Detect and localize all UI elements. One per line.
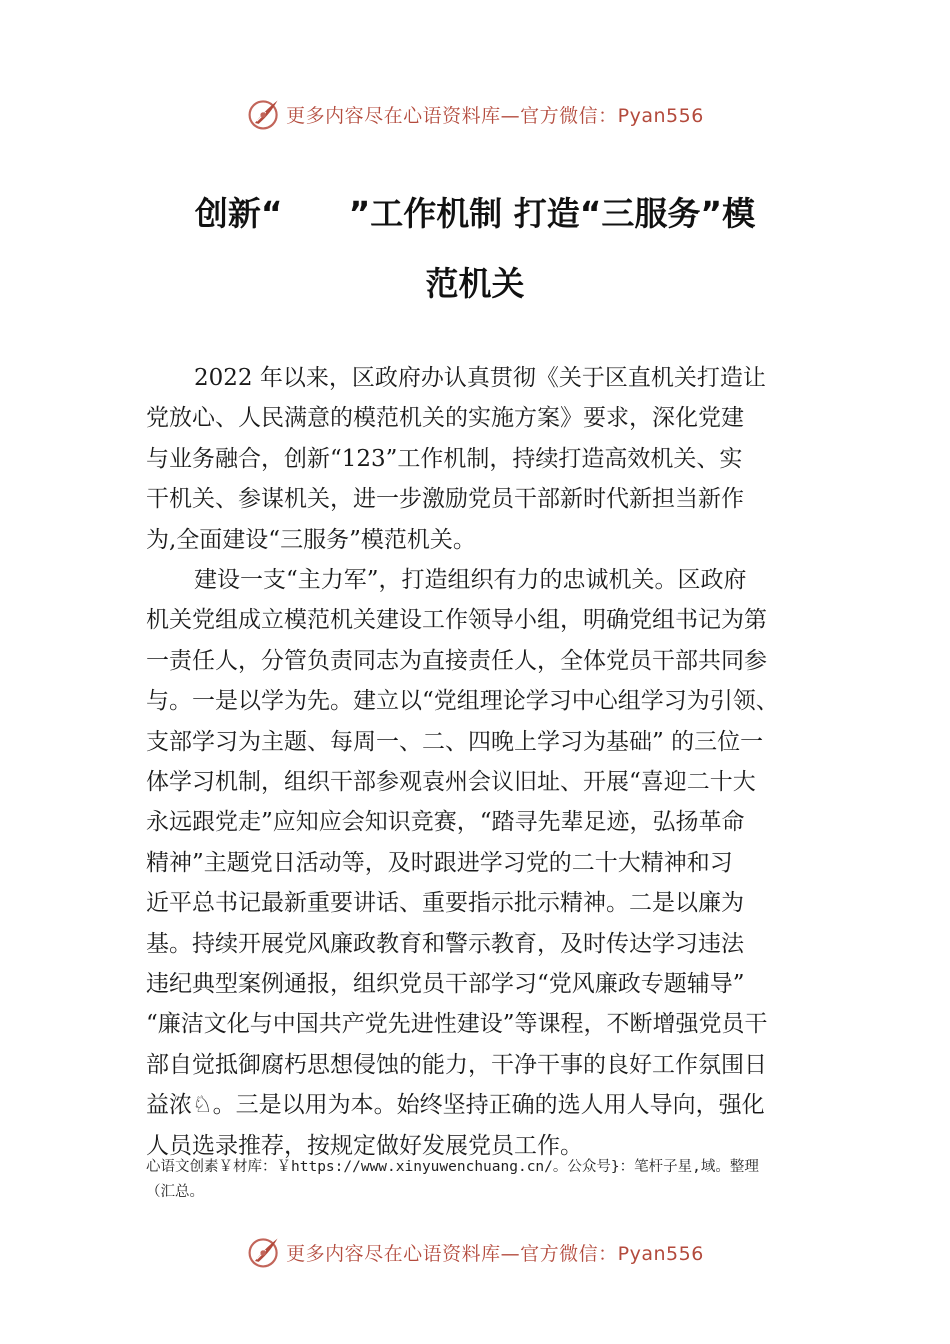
text-line: 一责任人，分管负责同志为直接责任人，全体党员干部共同参 (146, 647, 767, 674)
paragraph-1 (146, 358, 846, 560)
text-line: 2022 年以来，区政府办认真贯彻《关于区直机关打造让 (194, 365, 766, 391)
document-title-line-1: 创新“ ”工作机制 打造“三服务”模 (194, 194, 756, 233)
text-line: 精神”主题党日活动等，及时跟进学习党的二十大精神和习 (146, 849, 733, 876)
source-note-line: （汇总。 (146, 1184, 204, 1200)
paragraph-2 (146, 560, 846, 1166)
text-line: 与。一是以学为先。建立以“党组理论学习中心组学习为引领、 (146, 688, 779, 715)
text-line: 违纪典型案例通报，组织党员干部学习“党风廉政专题辅导” (146, 971, 745, 998)
text-line: 永远跟党走”应知应会知识竞赛，“踏寻先辈足迹，弘扬革命 (146, 809, 745, 836)
text-line: 党放心、人民满意的模范机关的实施方案》要求，深化党建 (146, 405, 744, 432)
document-title-line-2: 范机关 (425, 264, 525, 303)
text-line: “廉洁文化与中国共产党先进性建设”等课程，不断增强党员干 (146, 1011, 768, 1038)
source-note (146, 1155, 826, 1205)
text-line: 人员选录推荐，按规定做好发展党员工作。 (146, 1132, 583, 1159)
text-line: 基。持续开展党风廉政教育和警示教育，及时传达学习违法 (146, 930, 744, 957)
quill-seal-icon (246, 1234, 282, 1270)
text-line: 干机关、参谋机关，进一步激励党员干部新时代新担当新作 (146, 486, 744, 513)
banner-text: 更多内容尽在心语资料库—官方微信：Pyan556 (286, 104, 704, 127)
text-line: 与业务融合，创新“123”工作机制，持续打造高效机关、实 (146, 445, 743, 472)
text-line: 体学习机制，组织干部参观袁州会议旧址、开展“喜迎二十大 (146, 769, 756, 796)
text-line: 建设一支“主力军”，打造组织有力的忠诚机关。区政府 (194, 567, 747, 593)
footer-banner (0, 1232, 950, 1272)
quill-seal-icon (246, 96, 282, 132)
text-line: 益浓♘。三是以用为本。始终坚持正确的选人用人导向，强化 (146, 1092, 765, 1119)
banner-text: 更多内容尽在心语资料库—官方微信：Pyan556 (286, 1242, 704, 1265)
source-note-line: 心语文创素￥材库：￥https://www.xinyuwenchuang.cn/。公众号}：笔杆子星,域。整理 (146, 1159, 759, 1175)
header-banner (0, 94, 950, 134)
text-line: 机关党组成立模范机关建设工作领导小组，明确党组书记为第 (146, 607, 767, 634)
text-line: 支部学习为主题、每周一、二、四晚上学习为基础” 的三位一 (146, 728, 764, 755)
text-line: 近平总书记最新重要讲话、重要指示批示精神。二是以廉为 (146, 890, 744, 917)
text-line: 为,全面建设“三服务”模范机关。 (146, 526, 476, 553)
text-line: 部自觉抵御腐朽思想侵蚀的能力，干净干事的良好工作氛围日 (146, 1051, 767, 1078)
